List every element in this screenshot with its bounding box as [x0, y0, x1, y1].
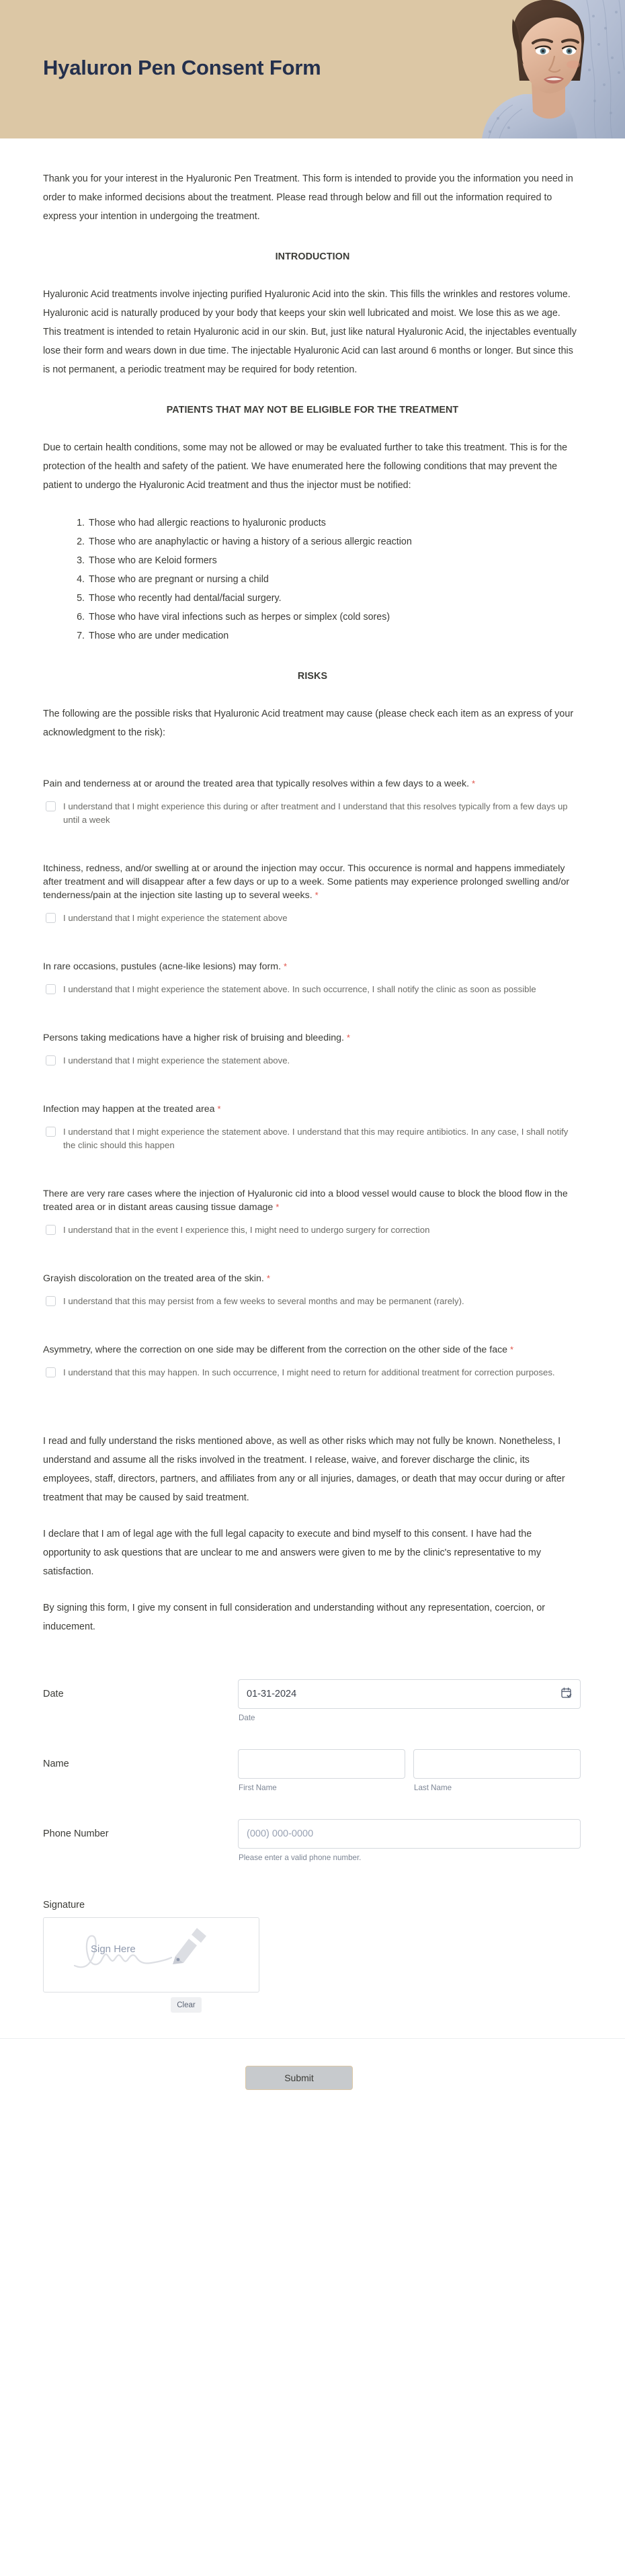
risk-checkbox[interactable]: [46, 801, 56, 811]
risk-acknowledgement-row[interactable]: [43, 1054, 582, 1068]
last-name-sub-label: Last Name: [414, 1783, 452, 1792]
risk-item: [43, 1187, 582, 1237]
risk-question-text: Pain and tenderness at or around the treated area that typically resolves within a few days to a week.: [43, 778, 470, 789]
risk-checkbox-label: I understand that in the event I experience this, I might need to undergo surgery for correction: [63, 1225, 430, 1235]
list-item: 6. Those who have viral infections such as herpes or simplex (cold sores): [87, 608, 582, 627]
risk-acknowledgement-row[interactable]: [43, 1366, 582, 1379]
introduction-heading: INTRODUCTION: [275, 251, 350, 262]
name-field-control: [238, 1749, 582, 1792]
consent-paragraph-2: I declare that I am of legal age with the full legal capacity to execute and bind myself to this consent. I have had the opportunity to ask questions that are unclear to me and answers were given to me by the clinic's representative to my satisfaction.: [43, 1529, 541, 1577]
risk-item: [43, 1102, 582, 1152]
clear-signature-button[interactable]: Clear: [171, 1997, 202, 2013]
date-field-control: [238, 1679, 582, 1722]
risk-question-text: Asymmetry, where the correction on one side may be different from the correction on the other side of the face: [43, 1344, 508, 1355]
phone-input[interactable]: (000) 000-0000: [238, 1819, 581, 1849]
date-field-row: [43, 1679, 582, 1722]
submit-button[interactable]: Submit: [245, 2066, 353, 2090]
risk-item: [43, 777, 582, 827]
date-input[interactable]: [238, 1679, 581, 1709]
required-marker: *: [510, 1344, 514, 1355]
submit-area: [0, 2039, 625, 2132]
risk-checkbox[interactable]: [46, 1225, 56, 1235]
risk-question: [43, 960, 574, 973]
risk-question: [43, 1102, 574, 1116]
introduction-paragraph: Hyaluronic Acid treatments involve injecting purified Hyaluronic Acid into the skin. This fills the wrinkles and restores volume. Hyaluronic acid is naturally produced by your body that keeps your skin well lubricated and moist. We lose this as we age. This treatment is intended to retain Hyaluronic acid in our skin. But, just like natural Hyaluronic Acid, the injectables eventually lose their form and wears down in due time. The injectable Hyaluronic Acid can last around 6 months or longer. But since this is not permanent, a periodic treatment may be required for body retention.: [43, 289, 577, 375]
signature-placeholder-text: Sign Here: [91, 1943, 136, 1955]
page-title: Hyaluron Pen Consent Form: [43, 56, 321, 79]
last-name-col: [413, 1749, 581, 1792]
risk-question: [43, 862, 574, 902]
list-item: 3. Those who are Keloid formers: [87, 551, 582, 570]
required-marker: *: [346, 1033, 350, 1043]
risk-question-text: Persons taking medications have a higher risk of bruising and bleeding.: [43, 1033, 344, 1043]
risk-acknowledgement-row[interactable]: [43, 1125, 582, 1152]
first-name-sub-label: First Name: [239, 1783, 277, 1792]
name-field-label: Name: [43, 1759, 69, 1769]
risk-question: [43, 1272, 574, 1285]
risk-checkbox-label: I understand that I might experience the statement above. I understand that this may require antibiotics. In any case, I shall notify the clinic should this happen: [63, 1127, 569, 1150]
risk-acknowledgement-row[interactable]: [43, 1295, 582, 1308]
risk-checkbox-label: I understand that this may happen. In such occurrence, I might need to return for additional treatment for correction purposes.: [63, 1367, 555, 1377]
risk-checkbox-label: I understand that I might experience this during or after treatment and I understand that this resolves typically from a few days up until a week: [63, 801, 568, 825]
risk-item: [43, 1031, 582, 1068]
risk-acknowledgement-row[interactable]: [43, 912, 582, 925]
risk-item: [43, 960, 582, 996]
required-marker: *: [472, 778, 476, 789]
risk-acknowledgement-row[interactable]: [43, 800, 582, 827]
risk-acknowledgement-row[interactable]: [43, 1223, 582, 1237]
phone-sub-label: Please enter a valid phone number.: [239, 1853, 362, 1862]
phone-field-control: [238, 1819, 582, 1862]
first-name-col: [238, 1749, 405, 1792]
date-field-label: Date: [43, 1689, 64, 1699]
risk-checkbox[interactable]: [46, 984, 56, 994]
form-fields: [43, 1679, 582, 2013]
last-name-input[interactable]: [413, 1749, 581, 1779]
risk-item: [43, 1272, 582, 1308]
name-field-row: [43, 1749, 582, 1792]
required-marker: *: [284, 961, 288, 971]
signature-placeholder-graphic: [44, 1918, 259, 1992]
form-content: [0, 138, 625, 2013]
risks-heading: RISKS: [297, 671, 328, 682]
consent-paragraph-1: I read and fully understand the risks mentioned above, as well as other risks which may not fully be known. Nonetheless, I understand and assume all the risks involved in the treatment. I release, waive, and forever discharge the clinic, its employees, staff, directors, partners, and affiliates from any or all injuries, damages, or death that may occur during or after treatment that may be caused by said treatment.: [43, 1436, 565, 1503]
risk-item: [43, 862, 582, 925]
risk-question: [43, 1031, 574, 1045]
phone-field-label: Phone Number: [43, 1828, 109, 1839]
required-marker: *: [276, 1202, 280, 1212]
form-header-banner: [0, 0, 625, 138]
risk-acknowledgement-row[interactable]: [43, 983, 582, 996]
eligibility-paragraph: Due to certain health conditions, some may not be allowed or may be evaluated further to take this treatment. This is for the protection of the health and safety of the patient. We have enumerated here the following conditions that may prevent the patient to undergo the Hyaluronic Acid treatment and thus the injector must be notified:: [43, 442, 568, 491]
consent-paragraph-3: By signing this form, I give my consent in full consideration and understanding without any representation, coercion, or inducement.: [43, 1603, 546, 1632]
risk-checkbox-label: I understand that I might experience the statement above.: [63, 1055, 290, 1065]
risk-item: [43, 1343, 582, 1379]
required-marker: *: [266, 1273, 270, 1283]
risk-question-text: Infection may happen at the treated area: [43, 1104, 215, 1115]
required-marker: *: [315, 890, 319, 900]
list-item: 7. Those who are under medication: [87, 627, 582, 645]
risk-question-text: In rare occasions, pustules (acne-like lesions) may form.: [43, 961, 282, 972]
risk-checkbox-label: I understand that this may persist from a few weeks to several months and may be permanent (rarely).: [63, 1296, 464, 1306]
risk-question: [43, 1187, 574, 1214]
risk-checkbox[interactable]: [46, 1127, 56, 1137]
signature-block: [43, 1900, 582, 2013]
list-item: 4. Those who are pregnant or nursing a child: [87, 570, 582, 589]
risk-question-text: There are very rare cases where the injection of Hyaluronic cid into a blood vessel would cause to block the blood flow in the treated area or in distant areas causing tissue damage: [43, 1189, 568, 1213]
intro-block: [43, 138, 582, 226]
risk-question: [43, 1343, 574, 1357]
risk-question: [43, 777, 574, 791]
required-marker: *: [217, 1104, 221, 1114]
first-name-input[interactable]: [238, 1749, 405, 1779]
signature-label: Signature: [43, 1900, 85, 1910]
risk-checkbox[interactable]: [46, 1055, 56, 1065]
list-item: 2. Those who are anaphylactic or having a history of a serious allergic reaction: [87, 532, 582, 551]
risk-checkbox[interactable]: [46, 1296, 56, 1306]
date-input-value: 01-31-2024: [247, 1689, 297, 1699]
consent-statements: [43, 1432, 582, 1636]
date-sub-label: Date: [239, 1714, 255, 1722]
header-photo: [433, 0, 625, 138]
risk-checkbox[interactable]: [46, 913, 56, 923]
signature-pad[interactable]: [43, 1917, 259, 1993]
calendar-check-icon[interactable]: [561, 1687, 572, 1701]
risk-question-text: Itchiness, redness, and/or swelling at or around the injection may occur. This occurence is normal and happens immediately after treatment and will disappear after a few days or up to a week. Some patients may experience prolonged swelling and/or tenderness/pain at the injection site lasting up to several weeks.: [43, 863, 570, 901]
risk-checkbox[interactable]: [46, 1367, 56, 1377]
eligibility-heading: PATIENTS THAT MAY NOT BE ELIGIBLE FOR THE TREATMENT: [166, 405, 459, 415]
intro-paragraph: Thank you for your interest in the Hyaluronic Pen Treatment. This form is intended to provide you the information you need in order to make informed decisions about the treatment. Please read through below and fill out the information required to express your intention in undergoing the treatment.: [43, 173, 573, 222]
risk-checkbox-label: I understand that I might experience the statement above: [63, 913, 288, 923]
phone-field-row: [43, 1819, 582, 1862]
ineligible-conditions-list: [43, 514, 582, 645]
list-item: 5. Those who recently had dental/facial surgery.: [87, 589, 582, 608]
risks-paragraph: The following are the possible risks that Hyaluronic Acid treatment may cause (please check each item as an express of your acknowledgment to the risk):: [43, 709, 574, 738]
risk-question-text: Grayish discoloration on the treated area of the skin.: [43, 1273, 264, 1284]
risk-checkbox-label: I understand that I might experience the statement above. In such occurrence, I shall notify the clinic as soon as possible: [63, 984, 536, 994]
list-item: 1. Those who had allergic reactions to hyaluronic products: [87, 514, 582, 532]
